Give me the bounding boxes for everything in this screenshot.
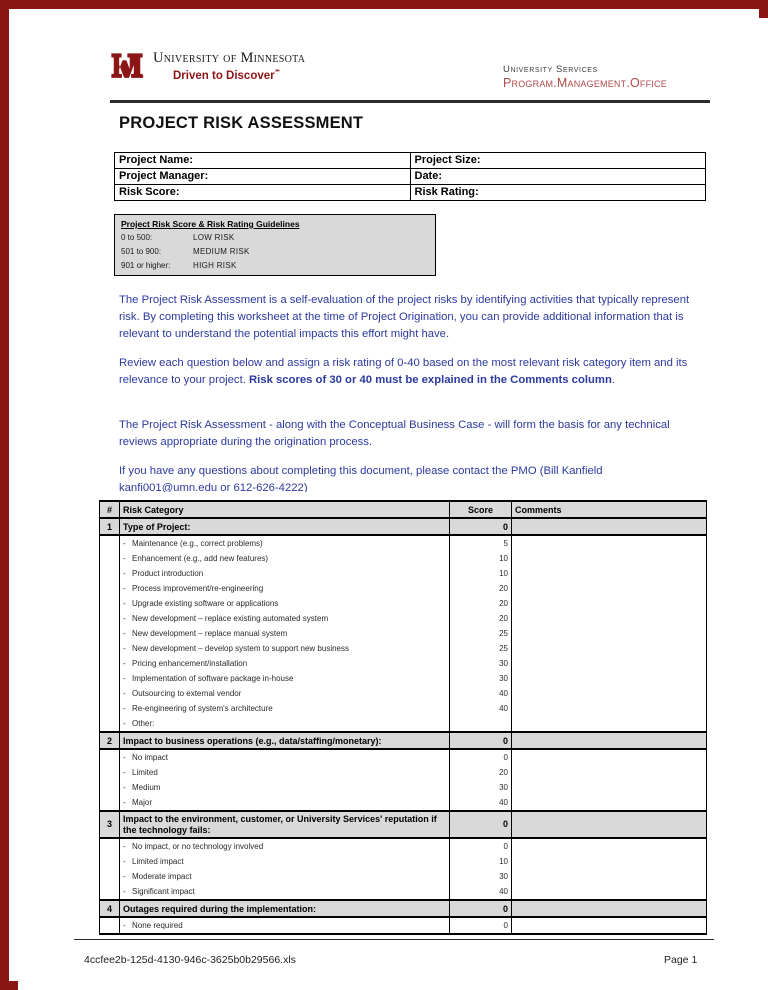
bullet-dash-icon: - <box>123 644 126 653</box>
tagline-service-mark: ℠ <box>274 70 281 77</box>
guideline-range: 901 or higher: <box>121 261 171 270</box>
item-label <box>120 611 450 626</box>
row-number <box>100 671 120 686</box>
bullet-dash-icon: - <box>123 857 126 866</box>
guideline-range: 0 to 500: <box>121 233 153 242</box>
item-comments[interactable] <box>512 626 707 641</box>
list-item[interactable] <box>100 838 707 854</box>
item-comments[interactable] <box>512 716 707 732</box>
list-item[interactable] <box>100 641 707 656</box>
item-comments[interactable] <box>512 795 707 811</box>
item-label <box>120 671 450 686</box>
item-label <box>120 854 450 869</box>
row-number <box>100 686 120 701</box>
list-item[interactable] <box>100 611 707 626</box>
list-item[interactable] <box>100 795 707 811</box>
university-name: University of Minnesota <box>153 50 306 66</box>
row-number <box>100 884 120 900</box>
footer-page-number: Page 1 <box>664 954 698 966</box>
category-row-2[interactable] <box>100 732 707 749</box>
row-number <box>100 854 120 869</box>
bullet-dash-icon: - <box>123 674 126 683</box>
intro-p2-part-c: . <box>611 374 615 386</box>
guideline-level: LOW RISK <box>193 233 235 242</box>
item-text: Pricing enhancement/installation <box>132 659 248 668</box>
row-number <box>100 917 120 934</box>
university-services-label: University Services <box>503 64 598 75</box>
item-comments[interactable] <box>512 535 707 551</box>
row-number <box>100 656 120 671</box>
item-text: Upgrade existing software or applications <box>132 599 279 608</box>
item-label <box>120 917 450 934</box>
item-score: 20 <box>450 596 512 611</box>
bullet-dash-icon: - <box>123 921 126 930</box>
item-score[interactable] <box>450 716 512 732</box>
bullet-dash-icon: - <box>123 689 126 698</box>
item-score: 10 <box>450 854 512 869</box>
bullet-dash-icon: - <box>123 753 126 762</box>
item-text: New development – replace existing automated system <box>132 614 329 623</box>
row-number <box>100 566 120 581</box>
item-label <box>120 884 450 900</box>
list-item[interactable] <box>100 671 707 686</box>
row-number <box>100 626 120 641</box>
item-text: None required <box>132 921 183 930</box>
item-text: New development – develop system to support new business <box>132 644 350 653</box>
bullet-dash-icon: - <box>123 842 126 851</box>
bullet-dash-icon: - <box>123 539 126 548</box>
row-number <box>100 795 120 811</box>
intro-paragraph-2 <box>119 355 705 389</box>
item-text: Product introduction <box>132 569 204 578</box>
list-item[interactable] <box>100 535 707 551</box>
guidelines-title: Project Risk Score & Risk Rating Guidelines <box>121 219 300 229</box>
document-header <box>110 50 710 96</box>
risk-rating-label[interactable]: Risk Rating: <box>410 185 706 201</box>
item-score: 25 <box>450 626 512 641</box>
table-header-row <box>100 501 707 518</box>
category-comments[interactable] <box>512 811 707 838</box>
item-label <box>120 581 450 596</box>
item-comments[interactable] <box>512 596 707 611</box>
project-manager-label[interactable]: Project Manager: <box>115 169 411 185</box>
category-title: Type of Project: <box>120 518 450 535</box>
list-item[interactable] <box>100 581 707 596</box>
row-number <box>100 535 120 551</box>
university-brand <box>110 50 305 82</box>
row-number <box>100 551 120 566</box>
bullet-dash-icon: - <box>123 614 126 623</box>
category-title: Impact to business operations (e.g., data/staffing/monetary): <box>120 732 450 749</box>
row-number <box>100 838 120 854</box>
header-comments: Comments <box>512 501 707 518</box>
bullet-dash-icon: - <box>123 629 126 638</box>
guideline-row-medium <box>121 247 429 256</box>
bullet-dash-icon: - <box>123 584 126 593</box>
category-row-3[interactable] <box>100 811 707 838</box>
bullet-dash-icon: - <box>123 887 126 896</box>
table-row <box>115 185 706 201</box>
row-number <box>100 641 120 656</box>
item-label <box>120 780 450 795</box>
item-comments[interactable] <box>512 611 707 626</box>
bullet-dash-icon: - <box>123 768 126 777</box>
item-text: No impact <box>132 753 169 762</box>
item-label <box>120 716 450 732</box>
date-label[interactable]: Date: <box>410 169 706 185</box>
item-comments[interactable] <box>512 581 707 596</box>
item-text: Enhancement (e.g., add new features) <box>132 554 269 563</box>
list-item[interactable] <box>100 686 707 701</box>
brand-text <box>153 50 305 82</box>
item-comments[interactable] <box>512 765 707 780</box>
category-row-1[interactable] <box>100 518 707 535</box>
category-score[interactable]: 0 <box>450 518 512 535</box>
intro-p2-part-a: Review each question below and assign a risk rating of 0-40 based on the most relevant risk category item and its relevance to your project. <box>119 357 688 386</box>
item-score: 20 <box>450 581 512 596</box>
row-number <box>100 780 120 795</box>
category-number: 2 <box>100 732 120 749</box>
list-item[interactable] <box>100 551 707 566</box>
item-text: Implementation of software package in-house <box>132 674 294 683</box>
row-number <box>100 869 120 884</box>
item-text: Re-engineering of system's architecture <box>132 704 273 713</box>
item-score: 30 <box>450 869 512 884</box>
header-number: # <box>100 501 120 518</box>
item-text: No impact, or no technology involved <box>132 842 264 851</box>
category-score[interactable]: 0 <box>450 732 512 749</box>
item-comments[interactable] <box>512 917 707 934</box>
category-comments[interactable] <box>512 518 707 535</box>
intro-paragraph-4-clipped-line: kanfi001@umn.edu or 612-626-4222) <box>119 482 308 492</box>
university-tagline <box>173 69 305 82</box>
list-item[interactable] <box>100 780 707 795</box>
item-text: Major <box>132 798 153 807</box>
item-comments[interactable] <box>512 551 707 566</box>
risk-assessment-table <box>99 500 707 935</box>
item-score: 30 <box>450 656 512 671</box>
item-comments[interactable] <box>512 671 707 686</box>
list-item[interactable] <box>100 765 707 780</box>
item-comments[interactable] <box>512 641 707 656</box>
category-comments[interactable] <box>512 732 707 749</box>
item-label <box>120 596 450 611</box>
list-item[interactable] <box>100 749 707 765</box>
project-name-label[interactable]: Project Name: <box>115 153 411 169</box>
category-number: 1 <box>100 518 120 535</box>
item-score: 25 <box>450 641 512 656</box>
tagline-text: Driven to Discover <box>173 70 275 83</box>
project-size-label[interactable]: Project Size: <box>410 153 706 169</box>
item-comments[interactable] <box>512 686 707 701</box>
category-number: 4 <box>100 900 120 917</box>
bullet-dash-icon: - <box>123 872 126 881</box>
item-label <box>120 686 450 701</box>
item-comments[interactable] <box>512 854 707 869</box>
footer-filename: 4ccfee2b-125d-4130-946c-3625b0b29566.xls <box>84 954 296 966</box>
item-comments[interactable] <box>512 780 707 795</box>
item-text: Significant impact <box>132 887 195 896</box>
bullet-dash-icon: - <box>123 783 126 792</box>
item-label <box>120 838 450 854</box>
item-text: Maintenance (e.g., correct problems) <box>132 539 263 548</box>
item-text: Process improvement/re-engineering <box>132 584 264 593</box>
university-of-minnesota-m-logo <box>110 50 144 82</box>
bullet-dash-icon: - <box>123 569 126 578</box>
item-text: New development – replace manual system <box>132 629 288 638</box>
item-score: 40 <box>450 701 512 716</box>
item-comments[interactable] <box>512 701 707 716</box>
intro-paragraph-1: The Project Risk Assessment is a self-evaluation of the project risks by identifying activities that typically represent risk. By completing this worksheet at the time of Project Origination, you can provide additional information that is relevant to understand the potential impacts this effort might have. <box>119 294 690 340</box>
list-item[interactable] <box>100 701 707 716</box>
item-score: 0 <box>450 749 512 765</box>
footer-divider <box>74 939 714 940</box>
item-label <box>120 566 450 581</box>
item-label <box>120 551 450 566</box>
item-score: 10 <box>450 566 512 581</box>
item-comments[interactable] <box>512 869 707 884</box>
bullet-dash-icon: - <box>123 554 126 563</box>
item-score: 5 <box>450 535 512 551</box>
category-title: Outages required during the implementation: <box>120 900 450 917</box>
list-item[interactable] <box>100 884 707 900</box>
pmo-brand <box>503 64 667 90</box>
table-row <box>115 169 706 185</box>
list-item[interactable] <box>100 626 707 641</box>
bullet-dash-icon: - <box>123 719 126 728</box>
item-score: 0 <box>450 838 512 854</box>
item-score: 10 <box>450 551 512 566</box>
item-label <box>120 626 450 641</box>
row-number <box>100 581 120 596</box>
item-text: Other: <box>132 719 155 728</box>
guideline-level: MEDIUM RISK <box>193 247 250 256</box>
risk-score-label[interactable]: Risk Score: <box>115 185 411 201</box>
intro-paragraph-3: The Project Risk Assessment - along with the Conceptual Business Case - will form the basis for any technical reviews appropriate during the origination process. <box>119 419 670 448</box>
list-item[interactable] <box>100 596 707 611</box>
item-label <box>120 765 450 780</box>
list-item[interactable] <box>100 869 707 884</box>
list-item[interactable] <box>100 656 707 671</box>
table-row <box>115 153 706 169</box>
item-label <box>120 869 450 884</box>
guideline-range: 501 to 900: <box>121 247 162 256</box>
item-label <box>120 795 450 811</box>
row-number <box>100 749 120 765</box>
guideline-row-high <box>121 261 429 270</box>
intro-paragraph-4: If you have any questions about completing this document, please contact the PMO (Bill Kanfield <box>119 465 603 477</box>
item-comments[interactable] <box>512 566 707 581</box>
row-number <box>100 701 120 716</box>
row-number <box>100 611 120 626</box>
guideline-level: HIGH RISK <box>193 261 237 270</box>
category-score[interactable]: 0 <box>450 811 512 838</box>
category-number: 3 <box>100 811 120 838</box>
item-comments[interactable] <box>512 884 707 900</box>
item-score: 40 <box>450 884 512 900</box>
category-score[interactable]: 0 <box>450 900 512 917</box>
intro-p2-emphasis: Risk scores of 30 or 40 must be explained in the Comments column <box>248 374 612 386</box>
pmo-label: Program.Management.Office <box>503 76 667 90</box>
item-score: 0 <box>450 917 512 934</box>
category-row-4[interactable] <box>100 900 707 917</box>
header-divider <box>110 100 710 103</box>
item-score: 20 <box>450 611 512 626</box>
project-info-table <box>114 152 706 201</box>
header-score: Score <box>450 501 512 518</box>
list-item[interactable] <box>100 854 707 869</box>
item-text: Limited <box>132 768 158 777</box>
row-number <box>100 596 120 611</box>
item-label <box>120 701 450 716</box>
item-text: Moderate impact <box>132 872 192 881</box>
bullet-dash-icon: - <box>123 798 126 807</box>
item-comments[interactable] <box>512 656 707 671</box>
item-score: 30 <box>450 780 512 795</box>
list-item[interactable] <box>100 716 707 732</box>
item-text: Limited impact <box>132 857 184 866</box>
category-comments[interactable] <box>512 900 707 917</box>
item-score: 30 <box>450 671 512 686</box>
bullet-dash-icon: - <box>123 659 126 668</box>
bullet-dash-icon: - <box>123 599 126 608</box>
item-comments[interactable] <box>512 838 707 854</box>
item-score: 40 <box>450 686 512 701</box>
guideline-row-low <box>121 233 429 242</box>
item-text: Medium <box>132 783 161 792</box>
row-number <box>100 765 120 780</box>
category-title: Impact to the environment, customer, or University Services' reputation if the technology fails: <box>120 811 450 838</box>
item-text: Outsourcing to external vendor <box>132 689 242 698</box>
item-label <box>120 641 450 656</box>
risk-rating-guidelines-box <box>114 214 436 276</box>
row-number <box>100 716 120 732</box>
list-item[interactable] <box>100 917 707 934</box>
item-label <box>120 749 450 765</box>
item-score: 20 <box>450 765 512 780</box>
item-comments[interactable] <box>512 749 707 765</box>
item-label <box>120 535 450 551</box>
item-label <box>120 656 450 671</box>
page-title: PROJECT RISK ASSESSMENT <box>119 114 364 132</box>
list-item[interactable] <box>100 566 707 581</box>
bullet-dash-icon: - <box>123 704 126 713</box>
document-page <box>18 18 768 990</box>
item-score: 40 <box>450 795 512 811</box>
header-risk-category: Risk Category <box>120 501 450 518</box>
